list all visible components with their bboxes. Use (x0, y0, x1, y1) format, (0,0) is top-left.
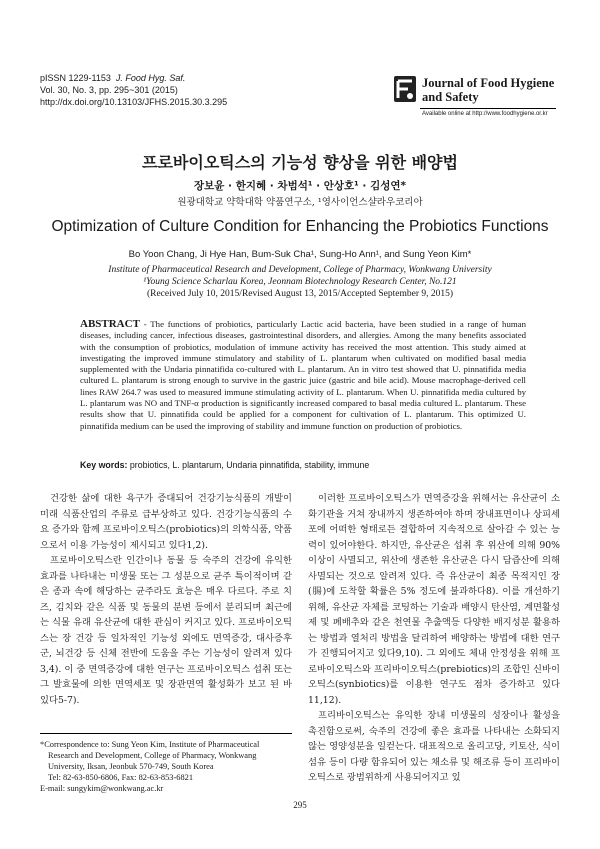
keywords-text: probiotics, L. plantarum, Undaria pinnatifida, stability, immune (127, 460, 370, 470)
paragraph: 프로바이오틱스란 인간이나 동물 등 숙주의 건강에 유익한 효과를 나타내는 미생물 또는 그 성분으로 균주 특이적이며 같은 종과 속에 해당하는 균주라도 효능은 매우 다르다. 주로 치즈, 김치와 같은 식품 및 동물의 분변 등에서 분리되며 최근에는 식물 유래 유산균에 대한 관심이 커지고 있다. 프로바이오틱스는 장 건강 등 일차적인 기능성 외에도 면역증강, 대사증후군, 뇌건강 등 신체 전반에 도움을 주는 기능성이 알려져 있다3,4). 이 중 면역증강에 대한 연구는 프로바이오틱스 섭취 또는 그 발효물에 의한 면역세포 및 장관면역 활성화가 보고 된 바 있다5-7). (40, 555, 292, 706)
body-column-right (308, 491, 560, 786)
page-number: 295 (293, 800, 307, 810)
journal-citation-block (40, 72, 227, 108)
journal-abbrev: J. Food Hyg. Saf. (115, 73, 186, 83)
journal-logo-icon (392, 74, 418, 104)
correspondence-footnote (40, 739, 300, 794)
abstract (80, 319, 526, 432)
affiliation-english-1: Institute of Pharmaceutical Research and Development, College of Pharmacy, Wonkwang University (108, 265, 492, 275)
paragraph: 건강한 삶에 대한 욕구가 증대되어 건강기능식품의 개발이 미래 식품산업의 주류로 급부상하고 있다. 건강기능식품의 수요 증가와 함께 프로바이오틱스(probiotics)의 의학식품, 약품으로서 이용 가능성이 제시되고 있다1,2). (40, 493, 292, 551)
footnote-line: Research and Development, College of Pharmacy, Wonkwang (48, 751, 257, 760)
doi-link[interactable]: http://dx.doi.org/10.13103/JFHS.2015.30.3.295 (40, 97, 228, 107)
footnote-email[interactable]: E-mail: sungykim@wonkwang.ac.kr (40, 784, 164, 793)
journal-title-line-2: and Safety (422, 90, 479, 104)
journal-title-line-1: Journal of Food Hygiene (422, 76, 555, 90)
header-rule (420, 108, 556, 109)
abstract-text: - The functions of probiotics, particularly Lactic acid bacteria, have been studied in a range of human diseases, including cancer, infectious diseases, gastrointestinal disorders, and allergies. Among the many benefits associated with the consumption of probiotics, modulation of immune activity has received the most attention. This study aimed at investigating the improved immune stimulatory and stability of L. plantarum when cultivated on modified basal media supplemented with the Undaria pinnatifida co-cultured with L. plantarum. An in vitro test showed that U. pinnatifida media cultured L. plantarum is strong enough to survive in the gastric juice (gastric and bile acid). Mouse macrophage-derived cell lines RAW 264.7 was used to measured immune stimulating activity of L. plantarum. When U. pinnatifida media cultured by L. plantarum was NO and TNF-α production is significantly increased compared to basal media cultured L. plantarum. These results show that U. pinnatifida could be applied for a component for cultivation of L. plantarum. This optimized U. pinnatifida medium can be used the improving of stability and immune function on production of probiotics. (80, 319, 526, 431)
journal-title (422, 76, 554, 104)
available-online: Available online at http://www.foodhygiene.or.kr (422, 111, 548, 117)
authors-korean: 장보윤 · 한지혜 · 차범석¹ · 안상호¹ · 김성연* (193, 180, 407, 192)
footnote-line: *Correspondence to: Sung Yeon Kim, Institute of Pharmaceutical (40, 740, 260, 749)
keywords (80, 460, 526, 470)
received-dates: (Received July 10, 2015/Revised August 13, 2015/Accepted September 9, 2015) (146, 289, 454, 299)
title-korean: 프로바이오틱스의 기능성 향상을 위한 배양법 (142, 153, 458, 172)
affiliation-english-2: ¹Young Science Scharlau Korea, Jeonnam Biotechnology Research Center, No.121 (143, 277, 457, 287)
pissn: pISSN 1229-1153 (40, 73, 111, 83)
affiliation-korean: 원광대학교 약학대학 약품연구소, ¹영사이언스샬라우코리아 (177, 197, 423, 208)
abstract-label: ABSTRACT (80, 318, 140, 330)
body-column-left (40, 491, 292, 708)
footnote-rule (40, 733, 292, 734)
paragraph: 프리바이오틱스는 유익한 장내 미생물의 성장이나 활성을 촉진함으로써, 숙주의 건강에 좋은 효과를 나타내는 소화되지 않는 영양성분을 일컫는다. 대표적으로 올리고당, 키토산, 식이섬유 등이 다량 함유되어 있는 채소류 및 해조류 등이 프리바이오틱스로 광범위하게 사용되어지고 있 (308, 710, 560, 783)
footnote-line: Tel: 82-63-850-6806, Fax: 82-63-853-6821 (48, 773, 194, 782)
volume-info: Vol. 30, No. 3, pp. 295~301 (2015) (40, 85, 178, 95)
paragraph: 이러한 프로바이오틱스가 면역증강을 위해서는 유산균이 소화기관을 거쳐 장내까지 생존하여야 하며 장내표면이나 상피세포에 어떠한 형태로든 결합하여 지속적으로 살아갈 수 있는 능력이 있어야한다. 하지만, 유산균은 섭취 후 위산에 의해 90% 이상이 사멸되고, 위산에 생존한 유산균은 다시 담즙산에 의해 사멸되는 것으로 알려져 있다. 즉 유산균이 최종 목적지인 장(腸)에 도착할 확률은 5% 정도에 불과하다8). 이를 개선하기 위해, 유산균 자체를 코팅하는 기술과 배양시 탄산염, 계면활성제 및 폐배추와 같은 천연물 추출액등 다양한 배지성분 활용하는 방법과 열처리 방법을 달리하여 배양하는 방법에 대한 연구가 진행되어지고 있다9,10). 그 외에도 체내 안정성을 위해 프로바이오틱스와 프리바이오틱스(prebiotics)의 조합인 신바이오틱스(synbiotics)를 이용한 연구도 점차 증가하고 있다11,12). (308, 493, 560, 706)
keywords-label: Key words: (80, 460, 128, 470)
affiliation-english (0, 264, 600, 288)
footnote-line: University, Iksan, Jeonbuk 570-749, South Korea (48, 762, 214, 771)
authors-english: Bo Yoon Chang, Ji Hye Han, Bum-Suk Cha¹, Sung-Ho Ann¹, and Sung Yeon Kim* (128, 249, 472, 260)
title-english: Optimization of Culture Condition for Enhancing the Probiotics Functions (51, 218, 549, 235)
